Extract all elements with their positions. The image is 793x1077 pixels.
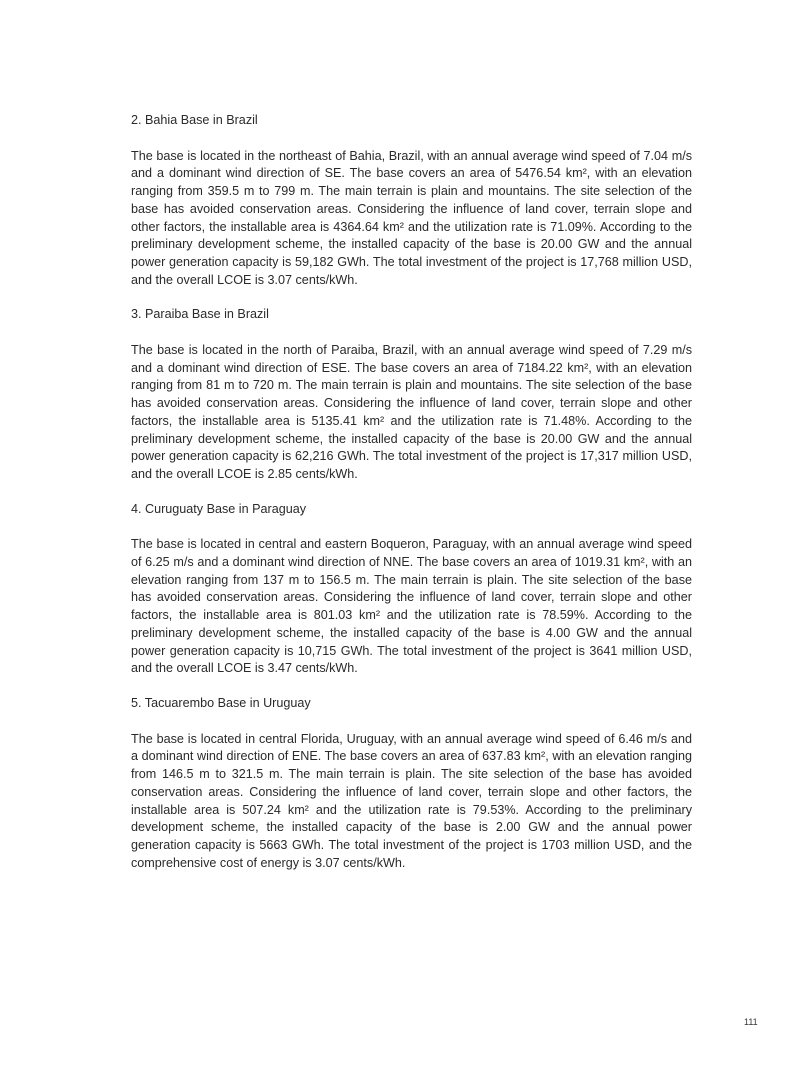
section-heading: 2. Bahia Base in Brazil <box>131 113 258 127</box>
section-heading: 5. Tacuarembo Base in Uruguay <box>131 695 311 710</box>
section-heading: 4. Curuguaty Base in Paraguay <box>131 501 307 516</box>
page-number: 111 <box>744 1017 758 1027</box>
section-body: The base is located in the north of Paraiba, Brazil, with an annual average wind speed of 7.29 m/s and a dominant wind direction of ESE. The base covers an area of 7184.22 km², with an elevation ranging from 81 m to 720 m. The main terrain is plain and mountains. The site selection of the base has avoided conservation areas. Considering the influence of land cover, terrain slope and other factors, the installable area is 5135.41 km² and the utilization rate is 71.48%. According to the preliminary development scheme, the installed capacity of the base is 20.00 GW and the annual power generation capacity is 62,216 GWh. The total investment of the project is 17,317 million USD, and the overall LCOE is 2.85 cents/kWh. <box>131 343 692 481</box>
section-body: The base is located in central and eastern Boqueron, Paraguay, with an annual average wind speed of 6.25 m/s and a dominant wind direction of NNE. The base covers an area of 1019.31 km², with an elevation ranging from 137 m to 156.5 m. The main terrain is plain. The site selection of the base has avoided conservation areas. Considering the influence of land cover, terrain slope and other factors, the installable area is 801.03 km² and the utilization rate is 78.59%. According to the preliminary development scheme, the installed capacity of the base is 4.00 GW and the annual power generation capacity is 10,715 GWh. The total investment of the project is 3641 million USD, and the overall LCOE is 3.47 cents/kWh. <box>131 537 692 676</box>
section-body: The base is located in central Florida, Uruguay, with an annual average wind speed of 6.46 m/s and a dominant wind direction of ENE. The base covers an area of 637.83 km², with an elevation ranging from 146.5 m to 321.5 m. The main terrain is plain. The site selection of the base has avoided conservation areas. Considering the influence of land cover, terrain slope and other factors, the installable area is 507.24 km² and the utilization rate is 79.53%. According to the preliminary development scheme, the installed capacity of the base is 2.00 GW and the annual power generation capacity is 5663 GWh. The total investment of the project is 1703 million USD, and the comprehensive cost of energy is 3.07 cents/kWh. <box>131 731 692 870</box>
section-heading: 3. Paraiba Base in Brazil <box>131 307 269 322</box>
section-curuguaty <box>131 501 692 678</box>
section-body: The base is located in the northeast of Bahia, Brazil, with an annual average wind speed of 7.04 m/s and a dominant wind direction of SE. The base covers an area of 5476.54 km², with an elevation ranging from 359.5 m to 799 m. The main terrain is plain and mountains. The site selection of the base has avoided conservation areas. Considering the influence of land cover, terrain slope and other factors, the installable area is 4364.64 km² and the utilization rate is 71.09%. According to the preliminary development scheme, the installed capacity of the base is 20.00 GW and the annual power generation capacity is 59,182 GWh. The total investment of the project is 17,768 million USD, and the overall LCOE is 3.07 cents/kWh. <box>131 148 692 287</box>
page-content <box>131 112 692 889</box>
section-paraiba <box>131 306 692 483</box>
section-tacuarembo <box>131 695 692 872</box>
section-bahia <box>131 112 692 289</box>
